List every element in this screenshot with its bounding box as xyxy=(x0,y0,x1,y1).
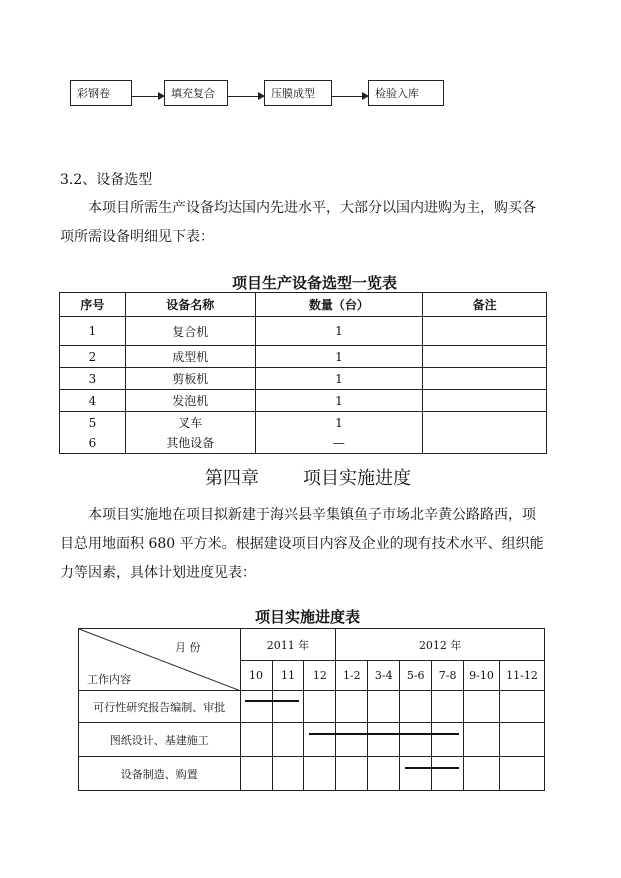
chapter-paragraph-line2: 目总用地面积 680 平方米。根据建设项目内容及企业的现有技术水平、组织能 xyxy=(60,536,544,552)
row-qty: 1 xyxy=(335,415,343,430)
header-no: 序号 xyxy=(60,293,126,317)
row-qty: — xyxy=(332,435,345,450)
chapter-paragraph-line3: 力等因素，具体计划进度见表： xyxy=(60,565,256,581)
gantt-bar-task-1 xyxy=(245,700,299,702)
month-cell: 1-2 xyxy=(336,661,368,691)
row-note xyxy=(423,346,547,368)
flow-step-1: 彩钢卷 xyxy=(70,80,132,106)
row-note xyxy=(423,390,547,412)
schedule-table xyxy=(78,628,545,791)
month-cell: 11 xyxy=(272,661,304,691)
chapter-paragraph-line1: 本项目实施地在项目拟新建于海兴县辛集镇鱼子市场北辛黄公路路西，项 xyxy=(88,507,536,523)
month-cell: 11-12 xyxy=(499,661,544,691)
row-no-merged xyxy=(60,412,126,454)
row-no: 3 xyxy=(60,368,126,390)
row-note xyxy=(423,412,547,454)
section-paragraph-line2: 项所需设备明细见下表： xyxy=(60,229,214,245)
flow-arrow-1 xyxy=(132,96,164,97)
header-note: 备注 xyxy=(423,293,547,317)
equipment-table-header xyxy=(60,293,547,317)
row-name: 叉车 xyxy=(178,415,203,430)
month-cell: 3-4 xyxy=(368,661,400,691)
row-qty-merged xyxy=(255,412,423,454)
row-no: 4 xyxy=(60,390,126,412)
row-name-merged xyxy=(125,412,255,454)
year-2011: 2011 年 xyxy=(240,629,336,661)
header-name: 设备名称 xyxy=(125,293,255,317)
year-2012: 2012 年 xyxy=(336,629,545,661)
table-row xyxy=(60,390,547,412)
row-note xyxy=(423,317,547,346)
header-qty: 数量（台） xyxy=(255,293,423,317)
table-row xyxy=(60,412,547,454)
corner-bottom-label: 工作内容 xyxy=(87,673,131,686)
row-no: 1 xyxy=(60,317,126,346)
row-note xyxy=(423,368,547,390)
equipment-table xyxy=(59,292,547,454)
corner-top-label: 月 份 xyxy=(175,641,201,654)
gantt-bar-task-2 xyxy=(309,733,459,735)
flow-step-4: 检验入库 xyxy=(368,80,444,106)
row-no: 6 xyxy=(88,435,97,450)
gantt-bar-task-3 xyxy=(405,767,459,769)
flow-step-3: 压膜成型 xyxy=(264,80,332,106)
equipment-table-title: 项目生产设备选型一览表 xyxy=(232,274,398,292)
table-row xyxy=(79,723,545,757)
row-qty: 1 xyxy=(255,317,423,346)
row-name: 剪板机 xyxy=(125,368,255,390)
row-qty: 1 xyxy=(255,346,423,368)
month-cell: 9-10 xyxy=(464,661,500,691)
row-name: 发泡机 xyxy=(125,390,255,412)
row-name: 成型机 xyxy=(125,346,255,368)
section-paragraph-line1: 本项目所需生产设备均达国内先进水平，大部分以国内进购为主，购买各 xyxy=(88,200,536,216)
schedule-header-years xyxy=(79,629,545,661)
row-name: 复合机 xyxy=(125,317,255,346)
schedule-table-title: 项目实施进度表 xyxy=(255,608,361,626)
row-no: 2 xyxy=(60,346,126,368)
row-qty: 1 xyxy=(255,368,423,390)
flow-step-2: 填充复合 xyxy=(164,80,228,106)
table-row xyxy=(60,346,547,368)
task-name: 设备制造、购置 xyxy=(79,757,241,791)
chapter-title: 项目实施进度 xyxy=(303,468,411,489)
flow-arrow-3 xyxy=(332,96,368,97)
row-qty: 1 xyxy=(255,390,423,412)
table-row xyxy=(79,757,545,791)
corner-cell xyxy=(79,629,241,691)
month-cell: 5-6 xyxy=(400,661,432,691)
month-cell: 7-8 xyxy=(432,661,464,691)
table-row xyxy=(60,317,547,346)
chapter-number: 第四章 xyxy=(205,468,259,489)
task-name: 可行性研究报告编制、审批 xyxy=(79,691,241,723)
row-no: 5 xyxy=(88,415,97,430)
flow-arrow-2 xyxy=(228,96,264,97)
table-row xyxy=(79,691,545,723)
month-cell: 12 xyxy=(304,661,336,691)
row-name: 其他设备 xyxy=(166,435,215,450)
month-cell: 10 xyxy=(240,661,272,691)
section-heading: 3.2、设备选型 xyxy=(60,172,153,188)
table-row xyxy=(60,368,547,390)
task-name: 图纸设计、基建施工 xyxy=(79,723,241,757)
